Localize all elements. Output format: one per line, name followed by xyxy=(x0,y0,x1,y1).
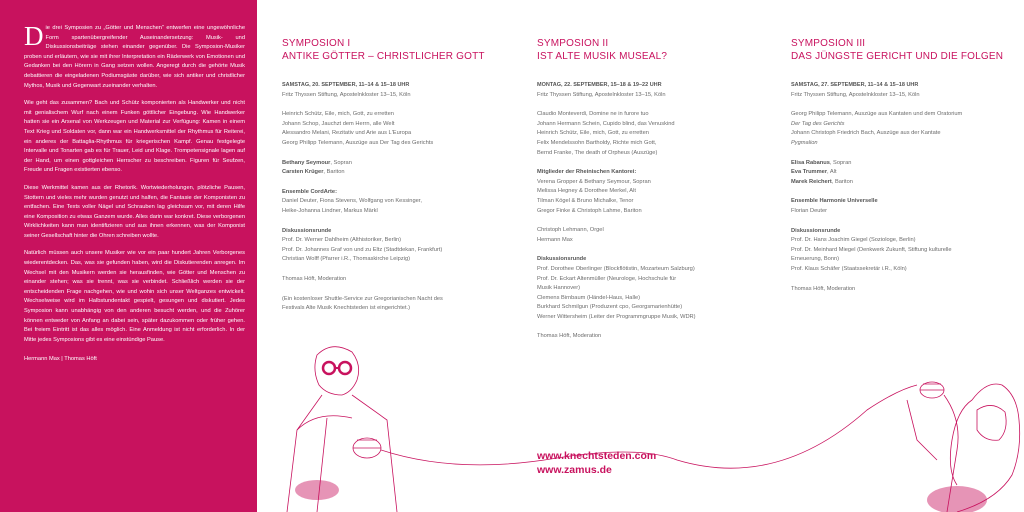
symposion-1-ensemble xyxy=(282,188,502,217)
intro-paragraph-1 xyxy=(24,21,245,91)
right-figure-face xyxy=(977,405,1006,440)
discussion-label: Diskussionsrunde xyxy=(537,256,587,263)
panelist: Prof. Dorothee Oberlinger (Blockflötistin, Mozarteum Salzburg) xyxy=(537,265,695,272)
symposion-1-title xyxy=(282,38,502,63)
left-figure-glasses-right xyxy=(339,362,351,374)
ensemble-members: Florian Deuter xyxy=(791,207,828,214)
player: Christoph Lehmann, Orgel xyxy=(537,227,604,234)
symposion-2-kantorei xyxy=(537,168,757,216)
panelist: Burkhard Schmilgun (Produzent cpo, Georgsmarienhütte) xyxy=(537,304,683,311)
kantorei-member: Verena Gropper & Bethany Seymour, Sopran xyxy=(537,178,651,185)
intro-paragraph-4: Natürlich müssen auch unsere Musiker wie vor ein paar hundert Jahren Verborgenes wiederentdecken. Das, was sie gefunden haben, wird die Diskutierenden anregen. Im Wechsel mit den Musikern werden sie herausfinden, wie Götter und Menschen zu einander stehen; was sie trennt, was sie verbindet. Schließlich werden sie der entscheidenden Frage nachgehen, wie und wohin sich unser Weltganzes entwickelt. Wechselweise wird im Halbstundentakt gespielt, gesungen und diskutiert. Jedes Symposion kann unabhängig von den anderen besucht werden, und die Zuhörer können entweder von Anfang an dabei sein, später dazukommen oder früher gehen. Bei freiem Eintritt ist das alles möglich. Eine Anmeldung ist nicht erforderlich. In der Mitte jedes Symposions gibt es eine einstündige Pause. xyxy=(24,250,245,343)
symposion-3-works xyxy=(791,110,1011,148)
panelist: Christian Wolff (Pfarrer i.R., Thomaskirche Leipzig) xyxy=(282,256,411,263)
singer-name: Marek Reichert xyxy=(791,178,832,185)
panelist: Prof. Dr. Johannes Graf von und zu Eltz (Stadtdekan, Frankfurt) xyxy=(282,246,443,253)
work-item: Felix Mendelssohn Bartholdy, Richte mich Gott, xyxy=(537,139,657,146)
symposion-1-topic: ANTIKE GÖTTER – CHRISTLICHER GOTT xyxy=(282,50,485,62)
signature: Hermann Max | Thomas Höft xyxy=(24,356,97,363)
symposion-3-date: SAMSTAG, 27. SEPTEMBER, 11–14 & 15–18 UHR xyxy=(791,82,919,88)
panelist: Prof. Klaus Schäfer (Staatssekretär i.R., Köln) xyxy=(791,265,907,272)
kantorei-label: Mitglieder der Rheinischen Kantorei: xyxy=(537,169,637,176)
kantorei-member: Tilman Kögel & Bruno Michalke, Tenor xyxy=(537,197,634,204)
panelist: Werner Wittersheim (Leiter der Programmgruppe Musik, WDR) xyxy=(537,313,696,320)
player: Hermann Max xyxy=(537,236,573,243)
intro-paragraph-3: Diese Werkmittel kamen aus der Rhetorik. Wortwiederholungen, plötzliche Pausen, Stottern und vieles mehr wurden genutzt und halfen, die Fantasie der Komponisten zu entfachen. Eine Texts voller Nägel und Schrauben lag gleichsam vor, mit deren Hilfe eine Komposition zu etwas Ganzem wurde. Alles darin war konkret. Diese verborgenen Wirklichkeiten kann man identifizieren und aus ihnen erkennen, was der Komponist seiner Gesellschaft hinter die Ohren schreiben wollte. xyxy=(24,184,245,239)
ensemble-name: Ensemble CordArte: xyxy=(282,188,337,195)
illustration xyxy=(257,300,1024,512)
ensemble-name: Ensemble Harmonie Universelle xyxy=(791,198,878,205)
moderation: Thomas Höft, Moderation xyxy=(282,275,347,282)
left-figure-head xyxy=(315,347,359,395)
panelist: Prof. Dr. Hans Joachim Giegel (Soziologe, Berlin) xyxy=(791,237,916,244)
panelist: Erneuerung, Bonn) xyxy=(791,256,840,263)
intro-paragraph-2: Wie geht das zusammen? Bach und Schütz komponierten als Handwerker und nicht mit genialischem Wurf nach einem Funken göttlicher Eingebung. Wie Handwerker hatten sie ein Arsenal von Werkzeugen und Material zur Verfügung: Kamen in einem Text Krieg und Soldaten vor, dann war ein Handwerksmittel der Rhythmus für Reiterei, ein anderes der Battaglia-Rhythmus für kriegerischen Kampf. Genau festgelegte Intervalle und Tonarten gab es für Trauer, Leid und Klage. Trompetensignale lagen auf der Hand, um einen gottgleichen Herrscher zu beschreiben. Figuren für Seufzen, Freude und Fragen existierten ebenso. xyxy=(24,100,245,174)
intro-text-1: ie drei Symposien zu „Götter und Menschen“ entwerfen eine ungewöhnliche Form spartenübergreifender Auseinandersetzung: Musik- und Diskussionsbeiträge stehen einander gegenüber. Die Symposion-Musiker proben und erläutern, wie sie mit ihrer Interpretation ein Räderwerk von Emotionen und Gedanken bei den Hörern in Gang setzen wollen. Angeregt durch die gehörte Musik debattieren die eingeladenen Podiumsgäste darüber, wie sich antiker und christlicher Mythos, Musik und Gegenwart zueinander verhalten. xyxy=(24,25,245,89)
ensemble-members: Heike-Johanna Lindner, Markus Märkl xyxy=(282,207,378,214)
note-line: (Ein kostenloser Shuttle-Service zur Gregorianischen Nacht des xyxy=(282,295,443,302)
symposion-3-ensemble xyxy=(791,197,1011,216)
work-item: Johann Hermann Schein, Cupido blind, das Venuskind xyxy=(537,120,675,127)
work-item: Georg Philipp Telemann, Auszüge aus Der Tag des Gerichts xyxy=(282,139,434,146)
symposion-1-venue: Fritz Thyssen Stiftung, Apostelnkloster 13–15, Köln xyxy=(282,91,411,98)
singer-role: , Bariton xyxy=(323,169,345,176)
work-item: Heinrich Schütz, Eile, mich, Gott, zu erretten xyxy=(537,130,649,137)
note-line: Festivals Alte Musik Knechtsteden ist eingerichtet.) xyxy=(282,305,411,312)
symposion-1-discussion xyxy=(282,227,502,265)
singer-role: , Sopran xyxy=(829,159,852,166)
website-link-knechtsteden[interactable]: www.knechtsteden.com xyxy=(537,450,657,462)
singer-name: Carsten Krüger xyxy=(282,169,324,176)
left-figure-glasses-left xyxy=(323,362,335,374)
kantorei-member: Melissa Hegney & Dorothee Merkel, Alt xyxy=(537,188,636,195)
symposion-2-topic: IST ALTE MUSIK MUSEAL? xyxy=(537,50,668,62)
singer-role: , Alt xyxy=(827,169,837,176)
symposion-1-when xyxy=(282,81,502,100)
singer-name: Eva Trummer xyxy=(791,169,828,176)
work-item: Der Tag des Gerichts xyxy=(791,120,845,127)
symposion-2-date: MONTAG, 22. SEPTEMBER, 15–18 & 19–22 UHR xyxy=(537,82,662,88)
symposion-2-players xyxy=(537,226,757,245)
moderation: Thomas Höft, Moderation xyxy=(537,333,602,340)
symposion-1 xyxy=(282,38,502,324)
work-item: Bernd Franke, The death of Orpheus (Auszüge) xyxy=(537,149,658,156)
kantorei-member: Gregor Finke & Christoph Lahme, Bariton xyxy=(537,207,642,214)
singer-name: Bethany Seymour xyxy=(282,159,331,166)
panelist: Clemens Birnbaum (Händel-Haus, Halle) xyxy=(537,294,641,301)
website-links xyxy=(537,449,656,477)
watercolor-splash xyxy=(927,486,987,512)
symposion-2-number: SYMPOSION II xyxy=(537,38,609,49)
watercolor-splash xyxy=(295,480,339,500)
work-item: Pygmalion xyxy=(791,139,818,146)
work-item: Claudio Monteverdi, Domine ne in furore tuo xyxy=(537,111,649,118)
moderation: Thomas Höft, Moderation xyxy=(791,285,856,292)
intro-panel xyxy=(0,0,257,512)
singer-role: , Sopran xyxy=(330,159,352,166)
panelist: Prof. Dr. Meinhard Miegel (Denkwerk Zukunft, Stiftung kulturelle xyxy=(791,246,952,253)
symposion-1-date: SAMSTAG, 20. SEPTEMBER, 11–14 & 15–18 UHR xyxy=(282,82,410,88)
symposion-3-topic: DAS JÜNGSTE GERICHT UND DIE FOLGEN xyxy=(791,50,1004,62)
symposion-3 xyxy=(791,38,1011,304)
symposion-2-title xyxy=(537,38,757,63)
symposion-3-venue: Fritz Thyssen Stiftung, Apostelnkloster 13–15, Köln xyxy=(791,91,920,98)
symposion-3-when xyxy=(791,81,1011,100)
symposion-2-when xyxy=(537,81,757,100)
discussion-label: Diskussionsrunde xyxy=(282,227,332,234)
symposion-3-singers xyxy=(791,159,1011,188)
symposion-2-works xyxy=(537,110,757,158)
singer-role: , Bariton xyxy=(831,178,853,185)
singer-name: Elisa Rabanus xyxy=(791,159,830,166)
website-link-zamus[interactable]: www.zamus.de xyxy=(537,464,612,476)
work-item: Georg Philipp Telemann, Auszüge aus Kantaten und dem Oratorium xyxy=(791,111,963,118)
symposion-3-number: SYMPOSION III xyxy=(791,38,866,49)
symposion-3-discussion xyxy=(791,227,1011,275)
symposion-3-title xyxy=(791,38,1011,63)
symposion-1-singers xyxy=(282,159,502,178)
panelist: Musik Hannover) xyxy=(537,285,580,292)
symposion-1-number: SYMPOSION I xyxy=(282,38,351,49)
symposion-2-venue: Fritz Thyssen Stiftung, Apostelnkloster 13–15, Köln xyxy=(537,91,666,98)
dropcap: D xyxy=(24,21,44,51)
work-item: Johann Schop, Jauchzt dem Herrn, alle Welt xyxy=(282,120,395,127)
work-item: Alessandro Melani, Rezitativ und Arie aus L'Europa xyxy=(282,130,412,137)
ensemble-members: Daniel Deuter, Fiona Stevens, Wolfgang von Kessinger, xyxy=(282,198,422,205)
work-item: Johann Christoph Friedrich Bach, Auszüge aus der Kantate xyxy=(791,130,941,137)
discussion-label: Diskussionsrunde xyxy=(791,227,841,234)
work-item: Heinrich Schütz, Eile, mich, Gott, zu erretten xyxy=(282,111,394,118)
panelist: Prof. Dr. Werner Dahlheim (Althistoriker, Berlin) xyxy=(282,237,402,244)
symposion-1-works xyxy=(282,110,502,148)
panelist: Prof. Dr. Eckart Altenmüller (Neurologe, Hochschule für xyxy=(537,275,677,282)
